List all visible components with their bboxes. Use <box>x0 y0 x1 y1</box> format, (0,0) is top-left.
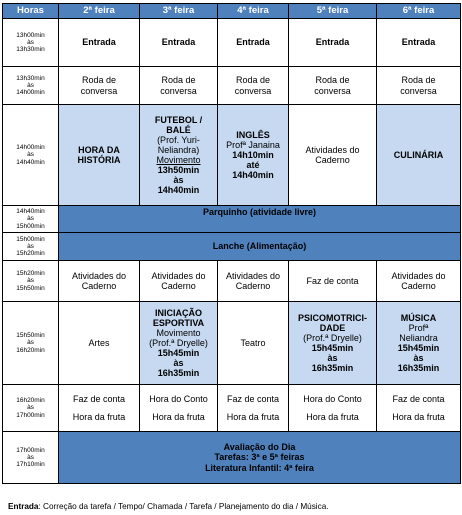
line: conversa <box>160 85 197 96</box>
row-block2 <box>3 302 461 385</box>
line: HORA DA <box>78 144 120 155</box>
row-parquinho <box>3 206 461 233</box>
avaliacao-band <box>59 432 461 484</box>
time-sep: às <box>27 151 34 159</box>
time-cell <box>3 19 59 67</box>
footer-text: : Correção da tarefa / Tempo/ Chamada / Tarefa / Planejamento do dia / Música. <box>38 502 329 511</box>
time-cell <box>3 67 59 105</box>
cell-tue-futebol-bale <box>140 105 218 206</box>
time-sep: às <box>27 277 34 285</box>
teacher: Profª <box>408 322 429 333</box>
schedule-table <box>2 3 461 484</box>
time-sep: às <box>27 339 34 347</box>
activity-time: 14h10min <box>232 149 274 160</box>
row-fruta <box>3 385 461 432</box>
time-end: 13h30min <box>16 46 45 54</box>
line: conversa <box>80 85 118 96</box>
activity-time: 15h45min <box>311 343 354 353</box>
time-sep: às <box>27 242 34 250</box>
activity-title: MÚSICA <box>400 312 437 323</box>
time-start: 15h50min <box>16 332 45 340</box>
line: Atividades do <box>151 270 206 281</box>
cell-wed <box>218 67 289 105</box>
activity-title: BALÉ <box>166 124 191 135</box>
line: Roda de <box>235 75 271 86</box>
time-start: 15h20min <box>16 270 45 278</box>
line: Hora da fruta <box>306 412 359 422</box>
activity-title: DADE <box>319 322 346 333</box>
cell-fri-culinaria: CULINÁRIA <box>377 105 461 206</box>
line: Faz de conta <box>226 393 280 404</box>
activity-note: Movimento <box>156 155 201 165</box>
cell-mon-artes: Artes <box>59 302 140 385</box>
line: Caderno <box>81 281 117 291</box>
time-end: 17h10min <box>16 461 45 469</box>
teacher: (Prof.ª Dryelle) <box>303 332 362 343</box>
cell-wed-teatro: Teatro <box>218 302 289 385</box>
cell-fri <box>377 261 461 302</box>
header-monday: 2ª feira <box>59 4 140 19</box>
activity-time: 15h45min <box>157 348 200 359</box>
activity-time: às <box>413 353 424 364</box>
cell-fri <box>377 385 461 432</box>
cell-wed <box>218 385 289 432</box>
cell-thu <box>289 385 377 432</box>
time-end: 15h20min <box>16 250 45 258</box>
time-sep: às <box>27 38 34 46</box>
row-atividades <box>3 261 461 302</box>
time-end: 16h20min <box>16 346 45 354</box>
line: Literatura Infantil: 4ª feira <box>205 462 314 473</box>
activity-time: 15h45min <box>397 343 440 353</box>
cell-thu <box>289 105 377 206</box>
line: Hora da fruta <box>226 412 280 422</box>
cell-wed: Entrada <box>218 19 289 67</box>
time-start: 17h00min <box>16 446 45 454</box>
line: HISTÓRIA <box>77 155 121 165</box>
header-tuesday: 3ª feira <box>140 4 218 19</box>
time-start: 16h20min <box>16 397 45 405</box>
activity-time: às <box>173 358 184 369</box>
header-row <box>3 4 461 19</box>
time-sep: às <box>27 81 34 89</box>
line: Faz de conta <box>72 393 126 404</box>
cell-tue <box>140 385 218 432</box>
line: conversa <box>314 85 351 96</box>
cell-tue <box>140 261 218 302</box>
activity-time: 16h35min <box>311 363 354 374</box>
line: Hora da fruta <box>152 412 205 422</box>
activity-title: INGLÊS <box>236 129 270 140</box>
activity-title: INICIAÇÃO <box>155 307 202 318</box>
time-cell <box>3 261 59 302</box>
line: Hora da fruta <box>72 412 126 422</box>
time-end: 15h00min <box>16 222 45 230</box>
time-cell <box>3 385 59 432</box>
cell-tue: Entrada <box>140 19 218 67</box>
cell-mon <box>59 67 140 105</box>
teacher: Neliandra) <box>157 144 200 155</box>
cell-thu-psicomotricidade <box>289 302 377 385</box>
header-thursday: 5ª feira <box>289 4 377 19</box>
cell-mon <box>59 385 140 432</box>
teacher: (Prof.ª Dryelle) <box>149 337 208 348</box>
time-end: 17h00min <box>16 411 45 419</box>
activity-time: 16h35min <box>157 368 200 379</box>
header-wednesday: 4ª feira <box>218 4 289 19</box>
activity-title: ESPORTIVA <box>152 317 205 328</box>
line: Caderno <box>235 281 271 291</box>
teacher: Profª Janaina <box>226 139 280 150</box>
time-start: 14h00min <box>16 144 45 152</box>
line: Roda de <box>81 75 117 86</box>
activity-time: às <box>327 353 338 364</box>
cell-fri <box>377 67 461 105</box>
line: Faz de conta <box>392 393 445 404</box>
parquinho-band: Parquinho (atividade livre) <box>59 206 461 233</box>
cell-wed-ingles <box>218 105 289 206</box>
time-start: 15h00min <box>16 235 45 243</box>
cell-wed <box>218 261 289 302</box>
activity-time: 14h40min <box>232 170 274 181</box>
row-avaliacao <box>3 432 461 484</box>
time-cell <box>3 105 59 206</box>
time-cell <box>3 432 59 484</box>
time-end: 14h40min <box>16 158 45 166</box>
activity-time: 16h35min <box>397 363 440 374</box>
line: conversa <box>400 85 437 96</box>
line: Roda de <box>401 75 436 86</box>
line: Hora do Conto <box>303 393 362 404</box>
footer-label: Entrada <box>8 502 39 511</box>
time-end: 15h50min <box>16 284 45 292</box>
row-entrada <box>3 19 461 67</box>
time-sep: às <box>27 453 34 461</box>
time-end: 14h00min <box>16 89 45 97</box>
time-sep: às <box>27 404 34 412</box>
line: Caderno <box>401 281 436 291</box>
cell-mon: Entrada <box>59 19 140 67</box>
lanche-band: Lanche (Alimentação) <box>59 233 461 261</box>
cell-fri: Entrada <box>377 19 461 67</box>
line: Roda de <box>315 75 350 86</box>
line: Caderno <box>315 155 350 165</box>
line: conversa <box>234 85 272 96</box>
time-cell <box>3 233 59 261</box>
row-block1 <box>3 105 461 206</box>
line: Hora do Conto <box>149 393 208 404</box>
cell-fri-musica <box>377 302 461 385</box>
cell-tue <box>140 67 218 105</box>
cell-mon <box>59 261 140 302</box>
line: Atividades do <box>305 144 360 155</box>
line: Roda de <box>161 75 196 86</box>
cell-thu: Entrada <box>289 19 377 67</box>
cell-thu: Faz de conta <box>289 261 377 302</box>
line: Atividades do <box>225 270 281 281</box>
time-sep: às <box>27 215 34 223</box>
line: Tarefas: 3ª e 5ª feiras <box>214 452 305 463</box>
header-time: Horas <box>3 4 59 19</box>
line: Caderno <box>161 281 196 291</box>
line: Hora da fruta <box>392 412 445 422</box>
row-lanche <box>3 233 461 261</box>
activity-time: 14h40min <box>157 185 200 196</box>
time-cell <box>3 302 59 385</box>
footer-note <box>8 502 329 511</box>
header-friday: 6ª feira <box>377 4 461 19</box>
activity-time: às <box>173 175 184 186</box>
time-cell <box>3 206 59 233</box>
row-roda <box>3 67 461 105</box>
activity-note: Movimento <box>156 327 201 338</box>
line: Atividades do <box>391 270 446 281</box>
cell-tue-iniciacao-esportiva <box>140 302 218 385</box>
teacher: (Prof. Yuri- <box>157 134 200 145</box>
cell-thu <box>289 67 377 105</box>
time-start: 14h40min <box>16 208 45 216</box>
activity-title: PSICOMOTRICI- <box>298 312 367 323</box>
line: Avaliação do Dia <box>223 442 296 453</box>
activity-time: 13h50min <box>157 165 200 176</box>
line: Atividades do <box>71 270 127 281</box>
cell-mon-hora-da-historia <box>59 105 140 206</box>
activity-title: FUTEBOL / <box>154 114 203 125</box>
teacher: Neliandra <box>399 332 438 343</box>
time-start: 13h00min <box>16 31 45 39</box>
time-start: 13h30min <box>16 74 45 82</box>
activity-time: até <box>246 160 260 171</box>
